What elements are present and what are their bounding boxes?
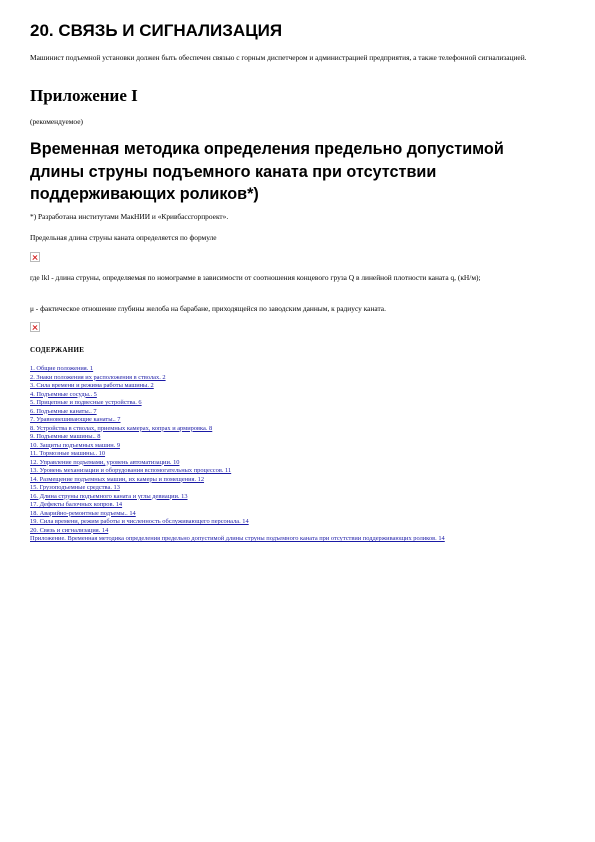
toc-link[interactable]: 3. Сила времени и режима работы машины. 2: [30, 382, 154, 389]
toc-link[interactable]: Приложение. Временная методика определения предельно допустимой длины струны подъемного каната при отсутствии поддерживающих роликов. 14: [30, 535, 445, 542]
toc-item: [30, 510, 570, 519]
method-heading-line-1: Временная методика определения предельно допустимой: [30, 140, 504, 158]
toc-item: [30, 433, 570, 442]
toc-link[interactable]: 11. Тормозные машины.. 10: [30, 450, 106, 457]
toc-item: [30, 535, 570, 544]
toc-item: [30, 374, 570, 383]
toc-link[interactable]: 12. Управление подъемами, уровень автоматизации. 10: [30, 458, 180, 466]
appendix-heading: Приложение I: [30, 86, 138, 105]
toc-link[interactable]: 15. Грузоподъемные средства. 13: [30, 484, 120, 491]
toc-link[interactable]: 4. Подъемные сосуды.. 5: [30, 390, 97, 398]
toc-item: [30, 365, 570, 374]
toc-item: [30, 501, 570, 510]
toc-item: [30, 416, 570, 425]
toc-item: [30, 467, 570, 476]
broken-image-icon: [30, 252, 40, 262]
mu-paragraph: μ - фактическое отношение глубины желоба на барабане, приходящейся по заводским данным, к радиусу каната.: [30, 304, 386, 313]
toc-link[interactable]: 8. Устройства в стволах, приемных камерах, копрах и армировка. 8: [30, 424, 213, 432]
toc-item: [30, 425, 570, 434]
toc-link[interactable]: 20. Связь и сигнализация. 14: [30, 526, 109, 534]
table-of-contents: [30, 365, 570, 544]
toc-item: [30, 450, 570, 459]
section-heading: 20. СВЯЗЬ И СИГНАЛИЗАЦИЯ: [30, 21, 283, 40]
formula-intro: Предельная длина струны каната определяется по формуле: [30, 233, 217, 242]
toc-link[interactable]: 5. Прицепные и подвесные устройства. 6: [30, 399, 142, 406]
toc-heading: СОДЕРЖАНИЕ: [30, 346, 85, 354]
toc-item: [30, 408, 570, 417]
toc-item: [30, 459, 570, 468]
toc-item: [30, 476, 570, 485]
toc-link[interactable]: 17. Дефекты балочных копров. 14: [30, 501, 123, 508]
toc-link[interactable]: 14. Размещение подъемных машин, их камеры и помещения. 12: [30, 475, 205, 483]
toc-link[interactable]: 13. Уровень механизации и оборудования вспомогательных процессов. 11: [30, 467, 232, 474]
method-heading-line-3: поддерживающих роликов*): [30, 185, 259, 203]
toc-link[interactable]: 7. Уравновешивающие канаты.. 7: [30, 416, 121, 423]
broken-image-icon: [30, 322, 40, 332]
toc-item: [30, 484, 570, 493]
toc-item: [30, 391, 570, 400]
toc-link[interactable]: 9. Подъемные машины.. 8: [30, 433, 101, 440]
toc-link[interactable]: 18. Аварийно-ремонтные подъемы.. 14: [30, 509, 136, 517]
toc-link[interactable]: 6. Подъемные канаты.. 7: [30, 407, 97, 415]
toc-item: [30, 382, 570, 391]
toc-item: [30, 493, 570, 502]
toc-item: [30, 527, 570, 536]
toc-link[interactable]: 16. Длина струны подъемного каната и углы девиации. 13: [30, 492, 188, 500]
recommended-note: (рекомендуемое): [30, 117, 83, 126]
toc-link[interactable]: 1. Общие положения. 1: [30, 365, 94, 372]
toc-item: [30, 442, 570, 451]
toc-item: [30, 399, 570, 408]
toc-link[interactable]: 19. Сила времени, режим работы и численность обслуживающего персонала. 14: [30, 518, 249, 525]
footnote: *) Разработана институтами МакНИИ и «Кривбассгорпроект».: [30, 212, 229, 221]
toc-link[interactable]: 10. Защиты подъемных машин. 9: [30, 441, 121, 449]
toc-item: [30, 518, 570, 527]
where-paragraph: где lkl - длина струны, определяемая по номограмме в зависимости от соотношения концевого груза Q в линейной плотности каната q, (кН/м);: [30, 273, 481, 282]
section-paragraph: Машинист подъемной установки должен быть обеспечен связью с горным диспетчером и администрацией предприятия, а также телефонной сигнализацией.: [30, 53, 527, 62]
method-heading: [30, 138, 570, 206]
method-heading-line-2: длины струны подъемного каната при отсутствии: [30, 162, 437, 181]
toc-link[interactable]: 2. Знаки положения их расположения в стволах. 2: [30, 373, 166, 381]
